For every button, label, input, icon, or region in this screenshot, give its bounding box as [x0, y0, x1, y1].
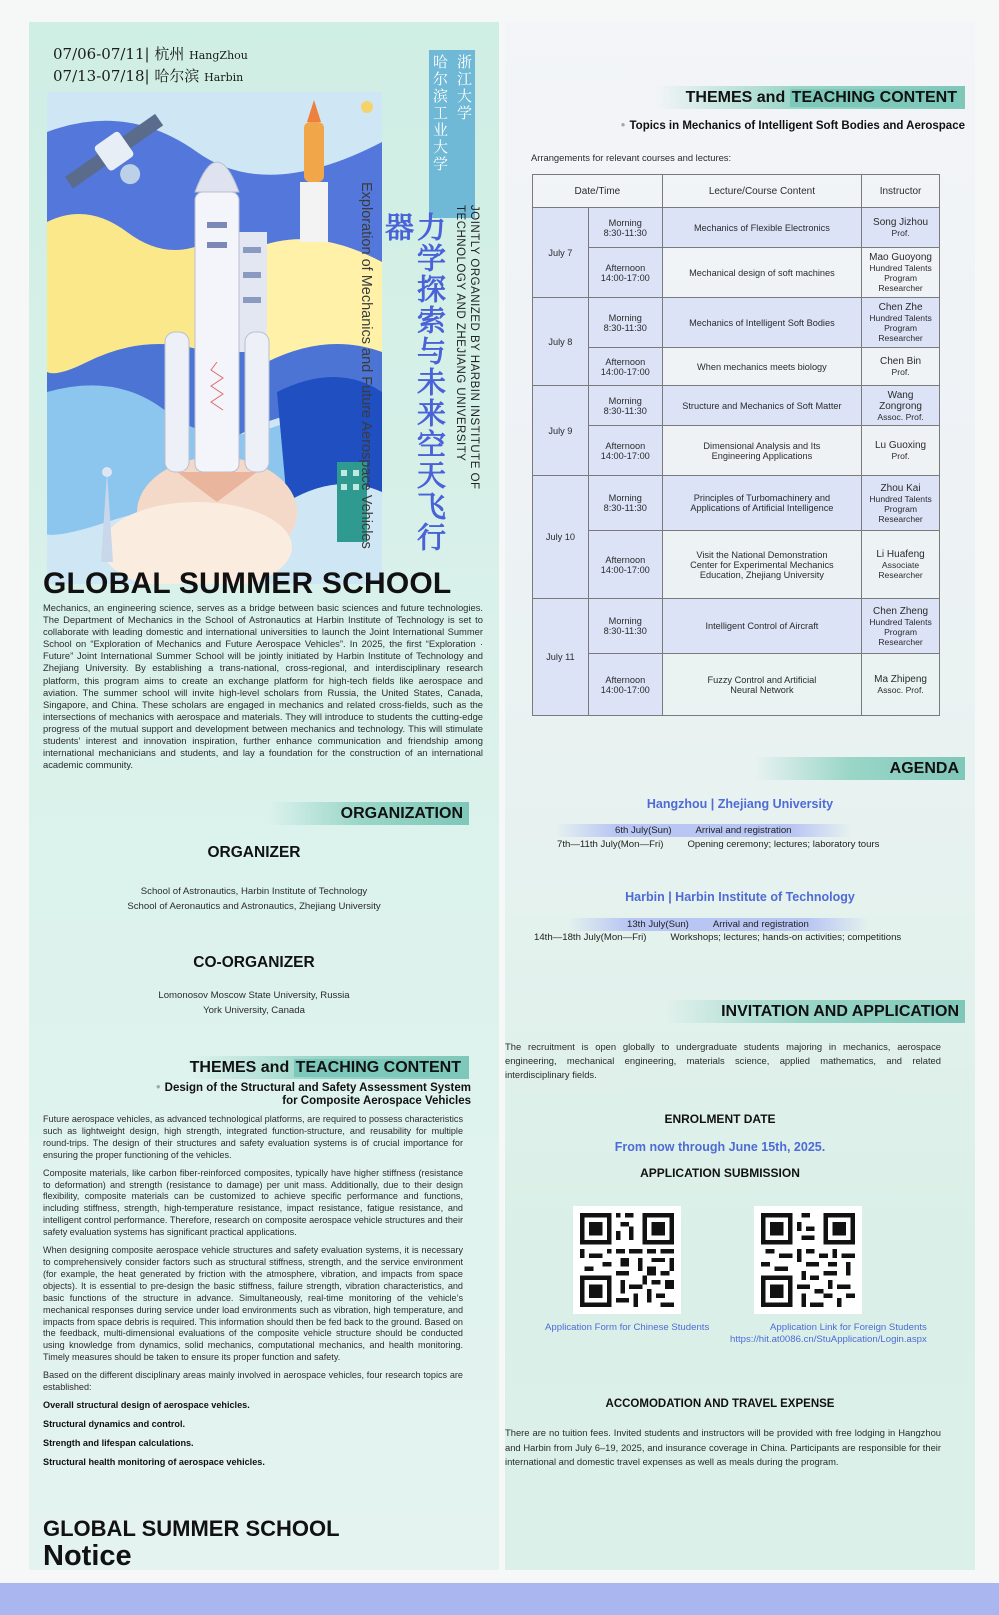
coorganizer-heading: CO-ORGANIZER: [193, 954, 315, 971]
lecture-cell: Structure and Mechanics of Soft Matter: [662, 386, 861, 426]
instructor-name: Wang Zongrong: [879, 389, 922, 412]
time-cell: [588, 386, 662, 426]
session-time: 14:00-17:00: [600, 366, 650, 377]
themes-label: THEMES and: [685, 88, 786, 106]
table-header-row: [533, 175, 940, 208]
instructor-cell: [862, 208, 940, 248]
table-row: [533, 298, 940, 348]
instructor-name: Song Jizhou: [873, 217, 929, 228]
table-row: [533, 531, 940, 599]
themes-label: THEMES and: [189, 1058, 290, 1076]
instructor-title: Researcher: [878, 513, 923, 524]
research-topic: Structural health monitoring of aerospace vehicles.: [43, 1456, 265, 1467]
session-time: 8:30-11:30: [603, 626, 647, 636]
agenda-hangzhou-heading: Hangzhou | Zhejiang University: [646, 797, 834, 811]
session-label: Afternoon: [605, 440, 646, 451]
organizer-list: [29, 884, 479, 914]
session-time: 8:30-11:30: [603, 227, 647, 238]
session-time: 14:00-17:00: [600, 450, 650, 461]
topic-line: for Composite Aerospace Vehicles: [282, 1095, 471, 1107]
table-row: [533, 654, 940, 716]
header-content: Lecture/Course Content: [662, 175, 861, 208]
time-cell: [588, 208, 662, 248]
organizer-heading: ORGANIZER: [207, 844, 301, 861]
teaching-content-label: TEACHING CONTENT: [791, 88, 957, 106]
instructor-title: Program: [884, 323, 918, 333]
lecture-line: Neural Network: [730, 684, 794, 695]
organizer-item: School of Astronautics, Harbin Institute of Technology: [140, 886, 368, 897]
themes-paragraph: Future aerospace vehicles, as advanced technological platforms, are required to possess characteristics such as lightweight design, high strength, integrated function-structure, and reusability for multiple round-trips. The design of their structures and safety evaluation systems is of crucial importance for ensuring the proper functioning of the vehicles.: [43, 1114, 463, 1160]
instructor-title: Program: [884, 626, 918, 637]
instructor-cell: [862, 298, 940, 348]
lecture-cell: Intelligent Control of Aircraft: [662, 599, 861, 654]
agenda-when: 7th—11th July(Mon—Fri): [557, 839, 664, 850]
session-time: 14:00-17:00: [600, 564, 650, 575]
time-cell: [588, 599, 662, 654]
instructor-title: Associate: [881, 560, 920, 570]
university-cn-names: [429, 50, 475, 218]
instructor-title: Assoc. Prof.: [877, 685, 924, 695]
organizer-item: School of Aeronautics and Astronautics, Zhejiang University: [127, 901, 381, 912]
invitation-banner: [665, 1000, 965, 1023]
lecture-cell: [662, 654, 861, 716]
global-summer-school-title: GLOBAL SUMMER SCHOOL: [43, 567, 452, 600]
city-cn: 杭州: [154, 45, 185, 63]
instructor-name: Li Huafeng: [876, 549, 925, 560]
day-cell: July 7: [533, 208, 589, 298]
table-row: [533, 426, 940, 476]
composite-topic-heading: [89, 1080, 471, 1108]
notice-subtitle: GLOBAL SUMMER SCHOOL: [43, 1516, 340, 1541]
lecture-line: Fuzzy Control and Artificial: [707, 674, 817, 685]
agenda-what: Opening ceremony; lectures; laboratory tours: [687, 839, 880, 850]
left-panel: [29, 22, 499, 1570]
lecture-line: Dimensional Analysis and Its: [703, 440, 821, 451]
lecture-cell: [662, 476, 861, 531]
invitation-banner-label: INVITATION AND APPLICATION: [721, 1002, 959, 1020]
qr-code-foreign-students[interactable]: [754, 1206, 862, 1314]
coorganizer-item: Lomonosov Moscow State University, Russia: [158, 990, 350, 1001]
lecture-line: Education, Zhejiang University: [699, 569, 824, 580]
session-label: Afternoon: [605, 674, 646, 685]
session-time: 14:00-17:00: [600, 272, 650, 283]
instructor-title: Assoc. Prof.: [877, 411, 924, 422]
session-label: Afternoon: [605, 356, 646, 367]
event-dates: [53, 44, 248, 88]
rocket-artwork: [47, 92, 382, 584]
time-cell: [588, 426, 662, 476]
themes-banner-right: [655, 86, 965, 109]
agenda-when: 6th July(Sun): [615, 825, 672, 836]
research-topic: Structural dynamics and control.: [43, 1418, 185, 1429]
table-row: [533, 208, 940, 248]
instructor-name: Lu Guoxing: [874, 440, 927, 451]
organization-banner: [269, 802, 469, 825]
instructor-cell: [862, 426, 940, 476]
instructor-name: Chen Zhe: [878, 302, 923, 313]
schedule-table: [532, 174, 940, 716]
lecture-cell: Mechanics of Flexible Electronics: [662, 208, 861, 248]
city-en: Harbin: [204, 71, 244, 84]
date-range: 07/06-07/11|: [53, 45, 150, 63]
instructor-title: Prof.: [891, 228, 910, 238]
jointly-organized-text: JOINTLY ORGANIZED BY HARBIN INSTITUTE OF TECHNOLOGY AND ZHEJIANG UNIVERSITY: [454, 205, 480, 490]
table-row: [533, 599, 940, 654]
agenda-what: Arrival and registration: [712, 919, 809, 930]
instructor-title: Program: [884, 503, 918, 514]
session-label: Afternoon: [605, 262, 646, 273]
agenda-banner: [755, 757, 965, 780]
qr-en-caption-block: [730, 1322, 927, 1346]
agenda-row: [555, 824, 852, 837]
right-panel: [505, 22, 975, 1570]
time-cell: [588, 654, 662, 716]
rocket-illustration: [47, 92, 382, 584]
header-date: Date/Time: [533, 175, 663, 208]
invitation-text: The recruitment is open globally to undergraduate students majoring in mechanics, aerospace engineering, mechanical engineering, materials science, applied mathematics, and related interdisciplinary fields.: [505, 1041, 941, 1080]
program-title-cn: 力学探索与未来空天飞行器: [381, 212, 445, 553]
lecture-cell: [662, 426, 861, 476]
qr-code-icon: [580, 1213, 674, 1307]
application-heading: APPLICATION SUBMISSION: [640, 1166, 800, 1180]
notice-title: Notice: [43, 1540, 132, 1572]
day-cell: July 11: [533, 599, 589, 716]
themes-paragraph: Based on the different disciplinary areas mainly involved in aerospace vehicles, four research topics are established:: [43, 1370, 463, 1393]
instructor-title: Program: [884, 273, 918, 283]
agenda-row: [567, 918, 869, 931]
city-en: HangZhou: [189, 49, 248, 62]
session-label: Afternoon: [605, 554, 646, 565]
lecture-line: Visit the National Demonstration: [696, 549, 828, 560]
agenda-when: 14th—18th July(Mon—Fri): [534, 932, 647, 943]
instructor-name: Mao Guoyong: [869, 252, 932, 263]
zju-cn-name: 浙江大学: [455, 54, 473, 122]
lecture-line: Principles of Turbomachinery and: [693, 493, 831, 503]
soft-bodies-topic-heading: ● Topics in Mechanics of Intelligent Soft Bodies and Aerospace: [545, 120, 965, 132]
agenda-row: [534, 932, 901, 943]
enrolment-date: From now through June 15th, 2025.: [614, 1140, 826, 1154]
instructor-title: Researcher: [878, 570, 923, 580]
qr-en-caption: Application Link for Foreign Students: [770, 1322, 927, 1333]
lecture-cell: [662, 531, 861, 599]
session-time: 8:30-11:30: [603, 322, 647, 333]
teaching-content-label: TEACHING CONTENT: [295, 1058, 461, 1076]
session-time: 8:30-11:30: [603, 503, 647, 513]
date-harbin: [53, 66, 248, 88]
instructor-cell: [862, 248, 940, 298]
instructor-cell: [862, 531, 940, 599]
table-row: [533, 476, 940, 531]
organization-banner-label: ORGANIZATION: [340, 804, 463, 822]
instructor-title: Hundred Talents: [869, 263, 932, 273]
agenda-harbin-heading: Harbin | Harbin Institute of Technology: [625, 890, 855, 904]
table-row: [533, 248, 940, 298]
research-topic: Strength and lifespan calculations.: [43, 1437, 194, 1448]
themes-paragraph: When designing composite aerospace vehicle structures and safety evaluation systems, it is necessary to comprehensively consider factors such as structural stiffness, strength, and the service environment (for example, the heat generated by friction with the atmosphere, vibration, and impacts from space objects). It is essential to pre-design the basic stiffness, failure strength, vibration characteristics, and basic functions of the structure in advance. Simultaneously, real-time monitoring of the vehicle’s mechanical responses during service under load environments such as vibration, high temperature, and impacts from space debris is required. This information should then be fed back to the ground. Based on the feedback, multi-dimensional evaluations of the composite vehicle structure should be conducted using knowledge from dynamics, solid mechanics, computational mechanics, and health monitoring. Timely measures should be taken to ensure its proper function and safety.: [43, 1245, 463, 1363]
lecture-cell: When mechanics meets biology: [662, 348, 861, 386]
lecture-line: Applications of Artificial Intelligence: [690, 503, 834, 513]
instructor-title: Researcher: [878, 333, 923, 343]
agenda-what: Arrival and registration: [695, 825, 792, 836]
time-cell: [588, 476, 662, 531]
hit-cn-name: 哈尔滨工业大学: [431, 54, 449, 173]
accommodation-heading: ACCOMODATION AND TRAVEL EXPENSE: [605, 1398, 835, 1410]
intro-paragraph: Mechanics, an engineering science, serves as a bridge between basic sciences and future technologies. The Department of Mechanics in the School of Astronautics at Harbin Institute of Technology is set to collaborate with leading domestic and international universities to launch the Joint International Summer School on “Exploration of Mechanics and Future Aerospace Vehicles”. In 2025, the first “Exploration · Future” Joint International Summer School will be jointly initiated by Harbin Institute of Technology and Zhejiang University. By establishing a trans-national, cross-regional, and interdisciplinary research platform, this program aims to create an exchange platform for high-tech fields like aerospace and aviation. The summer school will invite high-level scholars from Russia, the United States, Canada, Singapore, and China. These scholars are engaged in mechanics and related cross-fields, such as the intersections of mechanics with aerospace and materials. They will introduce to students the cutting-edge progress of the mutual support and development between mechanics and technology. This will stimulate students’ interest and innovation inspiration, further enhance communication and friendship among international mechanicians and students, and lay a foundation for the construction of an international academic community.: [43, 602, 483, 771]
coorganizer-item: York University, Canada: [203, 1005, 305, 1016]
instructor-title: Prof.: [891, 367, 910, 377]
arrangements-caption: Arrangements for relevant courses and lectures:: [531, 152, 732, 163]
session-time: 14:00-17:00: [600, 684, 650, 695]
date-range: 07/13-07/18|: [53, 67, 150, 85]
instructor-title: Hundred Talents: [869, 313, 932, 323]
table-row: [533, 348, 940, 386]
session-label: Morning: [608, 217, 642, 228]
table-row: [533, 386, 940, 426]
instructor-title: Prof.: [891, 451, 910, 461]
time-cell: [588, 348, 662, 386]
topic-line: ● Design of the Structural and Safety Assessment System: [89, 1080, 471, 1095]
coorganizer-list: [29, 988, 479, 1018]
instructor-cell: [862, 599, 940, 654]
day-cell: July 8: [533, 298, 589, 386]
agenda-when: 13th July(Sun): [627, 919, 689, 930]
qr-en-url[interactable]: https://hit.at0086.cn/StuApplication/Login.aspx: [730, 1334, 927, 1345]
instructor-name: Chen Zheng: [873, 605, 929, 617]
notice-title-block: [43, 1516, 340, 1573]
instructor-title: Hundred Talents: [869, 616, 932, 627]
instructor-title: Researcher: [878, 283, 923, 293]
day-cell: July 9: [533, 386, 589, 476]
instructor-cell: [862, 348, 940, 386]
qr-code-chinese-students[interactable]: [573, 1206, 681, 1314]
instructor-cell: [862, 654, 940, 716]
date-hangzhou: [53, 44, 248, 66]
day-cell: July 10: [533, 476, 589, 599]
accommodation-text: There are no tuition fees. Invited students and instructors will be provided with free lodging in Hangzhou and Harbin from July 6–19, 2025, and insurance coverage in China. Participants are responsible for their international and domestic travel expenses as well as meals during the program.: [505, 1427, 941, 1467]
themes-paragraph: Composite materials, like carbon fiber-reinforced composites, typically have higher stiffness (resistance to deformation) and strength (resistance to damage) per unit mass. Additionally, due to their design flexibility, composite materials can be customized to achieve specific performance and functions, including stiffness, strength, high-temperature resistance, impact resistance, fatigue resistance, and intelligent control performance. Therefore, research on composite aerospace vehicle structures and their safety evaluation systems has significant practical applications.: [43, 1167, 463, 1238]
session-label: Morning: [608, 493, 642, 503]
time-cell: [588, 298, 662, 348]
time-cell: [588, 248, 662, 298]
instructor-name: Zhou Kai: [880, 482, 921, 494]
qr-cn-caption: Application Form for Chinese Students: [545, 1322, 710, 1333]
instructor-title: Hundred Talents: [869, 493, 932, 504]
lecture-line: Engineering Applications: [711, 450, 813, 461]
themes-banner-left: [189, 1056, 469, 1079]
agenda-row: [557, 839, 879, 850]
enrolment-heading: ENROLMENT DATE: [664, 1112, 776, 1126]
session-label: Morning: [608, 312, 642, 323]
instructor-name: Ma Zhipeng: [874, 674, 927, 685]
program-title-en: Exploration of Mechanics and Future Aerospace Vehicles: [358, 182, 374, 549]
time-cell: [588, 531, 662, 599]
instructor-cell: [862, 386, 940, 426]
instructor-name: Chen Bin: [879, 356, 922, 367]
instructor-title: Researcher: [878, 636, 923, 647]
qr-code-icon: [761, 1213, 855, 1307]
themes-body: [43, 1114, 463, 1476]
session-label: Morning: [608, 395, 642, 406]
city-cn: 哈尔滨: [154, 67, 200, 85]
header-instructor: Instructor: [862, 175, 940, 208]
agenda-banner-label: AGENDA: [889, 759, 959, 777]
lecture-line: Center for Experimental Mechanics: [690, 559, 834, 570]
lecture-cell: Mechanical design of soft machines: [662, 248, 861, 298]
lecture-cell: Mechanics of Intelligent Soft Bodies: [662, 298, 861, 348]
research-topic: Overall structural design of aerospace vehicles.: [43, 1399, 250, 1410]
instructor-cell: [862, 476, 940, 531]
agenda-what: Workshops; lectures; hands-on activities; competitions: [670, 932, 902, 943]
session-label: Morning: [608, 616, 642, 626]
session-time: 8:30-11:30: [603, 405, 647, 416]
bottom-color-band: [0, 1583, 999, 1615]
